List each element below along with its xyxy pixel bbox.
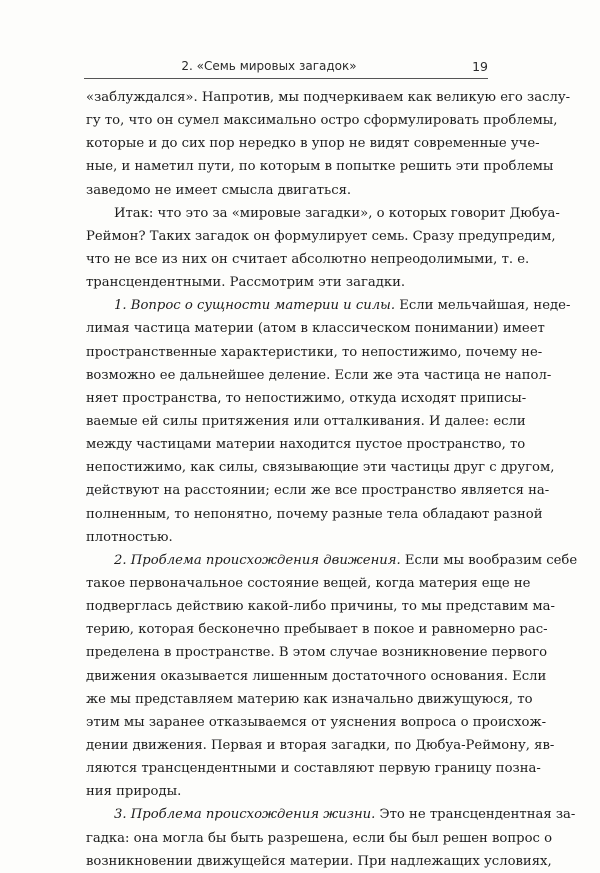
text-line — [86, 456, 555, 479]
text-line — [86, 132, 540, 155]
line-text: же мы представляем материю как изначально движущуюся, то — [86, 691, 533, 707]
line-text: Это не трансцендентная за- — [375, 807, 576, 823]
line-text: подверглась действию какой-либо причины, то мы представим ма- — [86, 599, 555, 615]
italic-section-heading: 2. Проблема происхождения движения. — [114, 552, 401, 568]
text-line — [86, 479, 550, 502]
header-rule — [84, 78, 488, 79]
line-text: Итак: что это за «мировые загадки», о которых говорит Дюбуа- — [114, 205, 560, 221]
text-line — [86, 595, 555, 618]
text-line — [86, 294, 571, 317]
text-line — [86, 86, 571, 109]
text-line — [86, 641, 548, 664]
text-line — [86, 503, 543, 526]
line-text: «заблуждался». Напротив, мы подчеркиваем как великую его заслу- — [86, 90, 571, 105]
line-text: гадка: она могла бы быть разрешена, если бы был решен вопрос о — [86, 830, 553, 846]
text-line — [86, 549, 578, 572]
text-line — [86, 757, 541, 780]
text-line — [86, 202, 560, 225]
line-text: няет пространства, то непостижимо, откуда исходят приписы- — [86, 390, 527, 406]
line-text: что не все из них он считает абсолютно непреодолимыми, т. е. — [86, 251, 530, 267]
page-number: 19 — [472, 59, 488, 74]
text-line — [86, 248, 530, 271]
text-line — [86, 711, 547, 734]
line-text: трансцендентными. Рассмотрим эти загадки. — [86, 275, 406, 291]
line-text: возможно ее дальнейшее деление. Если же эта частица не напол- — [86, 367, 552, 383]
line-text: ваемые ей силы притяжения или отталкивания. И далее: если — [86, 413, 526, 429]
text-line — [86, 225, 556, 248]
text-line — [86, 155, 554, 178]
body-text — [86, 86, 578, 873]
text-line — [86, 317, 545, 340]
line-text: полненным, то непонятно, почему разные тела обладают разной — [86, 506, 543, 522]
running-header — [84, 59, 488, 77]
line-text: ные, и наметил пути, по которым в попытке решить эти проблемы — [86, 159, 554, 175]
line-text: такое первоначальное состояние вещей, когда материя еще не — [86, 575, 531, 591]
text-line — [86, 734, 555, 757]
text-line — [86, 803, 576, 826]
chapter-title: 2. «Семь мировых загадок» — [181, 59, 357, 73]
line-text: Реймон? Таких загадок он формулирует семь. Сразу предупредим, — [86, 228, 556, 244]
text-line — [86, 387, 527, 410]
line-text: гу то, что он сумел максимально остро сформулировать проблемы, — [86, 113, 558, 129]
line-text: ляются трансцендентными и составляют первую границу позна- — [86, 761, 541, 777]
line-text: непостижимо, как силы, связывающие эти частицы друг с другом, — [86, 460, 555, 476]
text-line — [86, 572, 531, 595]
line-text: ния природы. — [86, 784, 182, 800]
text-line — [86, 341, 543, 364]
line-text: дении движения. Первая и вторая загадки, по Дюбуа-Реймону, яв- — [86, 737, 555, 753]
text-line — [86, 780, 488, 803]
line-text: Если мы вообразим себе — [400, 552, 578, 568]
text-line — [86, 618, 548, 641]
text-line — [86, 271, 488, 294]
line-text: этим мы заранее отказываемся от уяснения вопроса о происхож- — [86, 714, 547, 730]
line-text: пространственные характеристики, то непостижимо, почему не- — [86, 344, 543, 360]
line-text: заведомо не имеет смысла двигаться. — [86, 182, 352, 198]
line-text: действуют на расстоянии; если же все пространство является на- — [86, 483, 550, 499]
line-text: между частицами материи находится пустое пространство, то — [86, 437, 526, 453]
line-text: лимая частица материи (атом в классическом понимании) имеет — [86, 321, 545, 337]
text-line — [86, 827, 553, 850]
line-text: которые и до сих пор нередко в упор не видят современные уче- — [86, 136, 540, 152]
text-line — [86, 109, 558, 132]
text-line — [86, 665, 547, 688]
text-line — [86, 433, 526, 456]
text-line — [86, 364, 552, 387]
line-text: пределена в пространстве. В этом случае возникновение первого — [86, 645, 548, 661]
line-text: плотностью. — [86, 529, 173, 545]
text-line — [86, 850, 552, 873]
italic-section-heading: 1. Вопрос о сущности материи и силы. — [114, 298, 396, 314]
text-line — [86, 526, 488, 549]
italic-section-heading: 3. Проблема происхождения жизни. — [114, 807, 376, 823]
line-text: возникновении движущейся материи. При надлежащих условиях, — [86, 853, 552, 869]
line-text: Если мельчайшая, неде- — [395, 298, 571, 314]
text-line — [86, 179, 488, 202]
text-line — [86, 410, 526, 433]
text-line — [86, 688, 533, 711]
line-text: движения оказывается лишенным достаточного основания. Если — [86, 668, 547, 684]
line-text: терию, которая бесконечно пребывает в покое и равномерно рас- — [86, 622, 548, 638]
